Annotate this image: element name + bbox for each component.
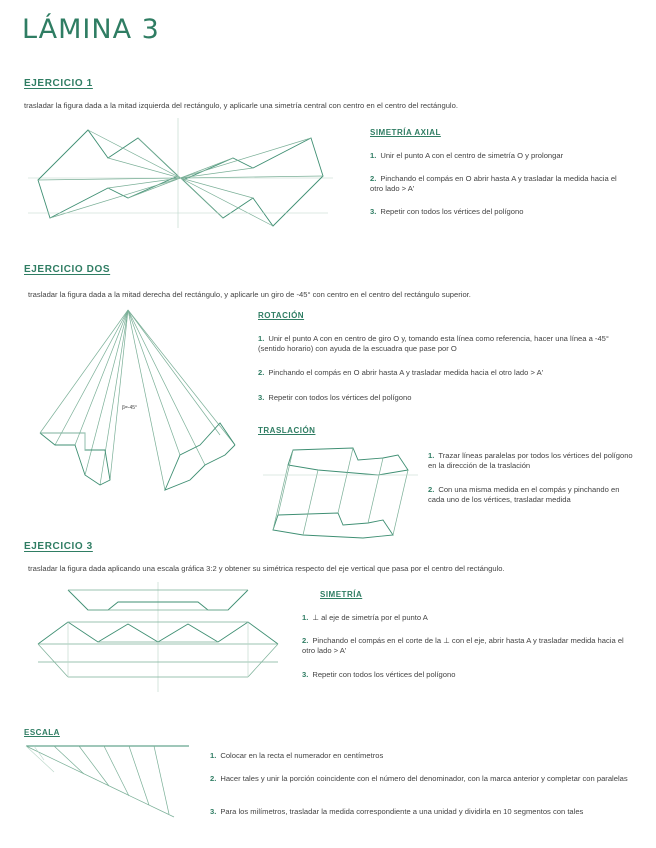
ex2-rot-step-3-text: Repetir con todos los vértices del polígono <box>268 393 412 402</box>
ex3-step-1-text: ⊥ al eje de simetría por el punto A <box>312 613 428 622</box>
ex2-angle-label: β=-45° <box>122 405 138 411</box>
escala-step-3 <box>210 807 635 817</box>
ex3-step-3-text: Repetir con todos los vértices del polígono <box>312 670 456 679</box>
ex3-subtitle: SIMETRÍA <box>320 590 363 599</box>
ex1-step-2-num: 2. <box>370 174 377 183</box>
ex2-tras-step-1 <box>428 451 633 470</box>
ex2-rotation-drawing <box>30 305 250 500</box>
ex2-translation-subtitle: TRASLACIÓN <box>258 426 316 435</box>
ex2-tras-step-2 <box>428 485 633 504</box>
escala-subtitle: ESCALA <box>24 728 60 737</box>
ex2-tras-step-2-text: Con una misma medida en el compás y pinchando en cada uno de los vértices, trasladar medida <box>428 485 620 504</box>
ex3-drawing <box>28 582 288 692</box>
ex3-step-3 <box>302 670 632 680</box>
ex1-step-3 <box>370 207 630 217</box>
ex2-tras-step-1-num: 1. <box>428 451 435 460</box>
ex2-translation-drawing <box>258 440 423 540</box>
ex2-rot-step-3-num: 3. <box>258 393 265 402</box>
ex2-intro: trasladar la figura dada a la mitad derecha del rectángulo, y aplicarle un giro de -45° con centro en el centro del rectángulo superior. <box>28 290 471 299</box>
ex2-rot-step-1 <box>258 334 638 353</box>
ex2-rot-step-3 <box>258 393 638 403</box>
ex3-step-1-num: 1. <box>302 613 309 622</box>
ex2-tras-step-1-text: Trazar líneas paralelas por todos los vértices del polígono en la dirección de la traslación <box>428 451 633 470</box>
ex3-step-2-text: Pinchando el compás en el corte de la ⊥ con el eje, abrir hasta A y trasladar medida hacia el otro lado > A' <box>302 636 624 655</box>
ex3-step-2-num: 2. <box>302 636 309 645</box>
ex1-step-1-text: Unir el punto A con el centro de simetría O y prolongar <box>380 151 564 160</box>
ex3-step-1 <box>302 613 632 623</box>
ex1-heading: EJERCICIO 1 <box>24 78 93 89</box>
ex2-heading: EJERCICIO DOS <box>24 264 111 275</box>
escala-step-1-text: Colocar en la recta el numerador en centímetros <box>220 751 384 760</box>
escala-step-1 <box>210 751 635 761</box>
escala-step-2 <box>210 774 635 784</box>
escala-drawing <box>24 742 194 822</box>
ex3-heading: EJERCICIO 3 <box>24 541 93 552</box>
ex2-rot-step-1-text: Unir el punto A con en centro de giro O y, tomando esta línea como referencia, hacer una línea a -45° (sentido horario) con ayuda de la escuadra que pase por O <box>258 334 609 353</box>
ex2-rotation-subtitle: ROTACIÓN <box>258 311 305 320</box>
ex1-drawing <box>28 118 338 228</box>
ex3-step-3-num: 3. <box>302 670 309 679</box>
escala-step-2-text: Hacer tales y unir la porción coincidente con el número del denominador, con la marca anterior y completar con paralelas <box>220 774 628 783</box>
ex1-step-1-num: 1. <box>370 151 377 160</box>
ex3-intro: trasladar la figura dada aplicando una escala gráfica 3:2 y obtener su simétrica respecto del eje vertical que pasa por el centro del rectángulo. <box>28 564 505 573</box>
escala-step-1-num: 1. <box>210 751 217 760</box>
ex1-subtitle: SIMETRÍA AXIAL <box>370 128 441 137</box>
ex1-step-3-text: Repetir con todos los vértices del polígono <box>380 207 524 216</box>
ex1-step-2-text: Pinchando el compás en O abrir hasta A y trasladar la medida hacia el otro lado > A' <box>370 174 617 193</box>
ex2-rot-step-2-num: 2. <box>258 368 265 377</box>
ex1-step-3-num: 3. <box>370 207 377 216</box>
page-title: LÁMINA 3 <box>22 14 160 45</box>
ex2-rot-step-2-text: Pinchando el compás en O abrir hasta A y trasladar medida hacia el otro lado > A' <box>268 368 544 377</box>
ex1-intro: trasladar la figura dada a la mitad izquierda del rectángulo, y aplicarle una simetría central con centro en el centro del rectángulo. <box>24 101 458 110</box>
escala-step-2-num: 2. <box>210 774 217 783</box>
ex2-rot-step-1-num: 1. <box>258 334 265 343</box>
ex1-step-2 <box>370 174 630 193</box>
ex2-rot-step-2 <box>258 368 638 378</box>
escala-step-3-num: 3. <box>210 807 217 816</box>
ex1-step-1 <box>370 151 630 161</box>
escala-step-3-text: Para los milímetros, trasladar la medida correspondiente a una unidad y dividirla en 10 segmentos con tales <box>220 807 584 816</box>
ex2-tras-step-2-num: 2. <box>428 485 435 494</box>
ex3-step-2 <box>302 636 632 655</box>
